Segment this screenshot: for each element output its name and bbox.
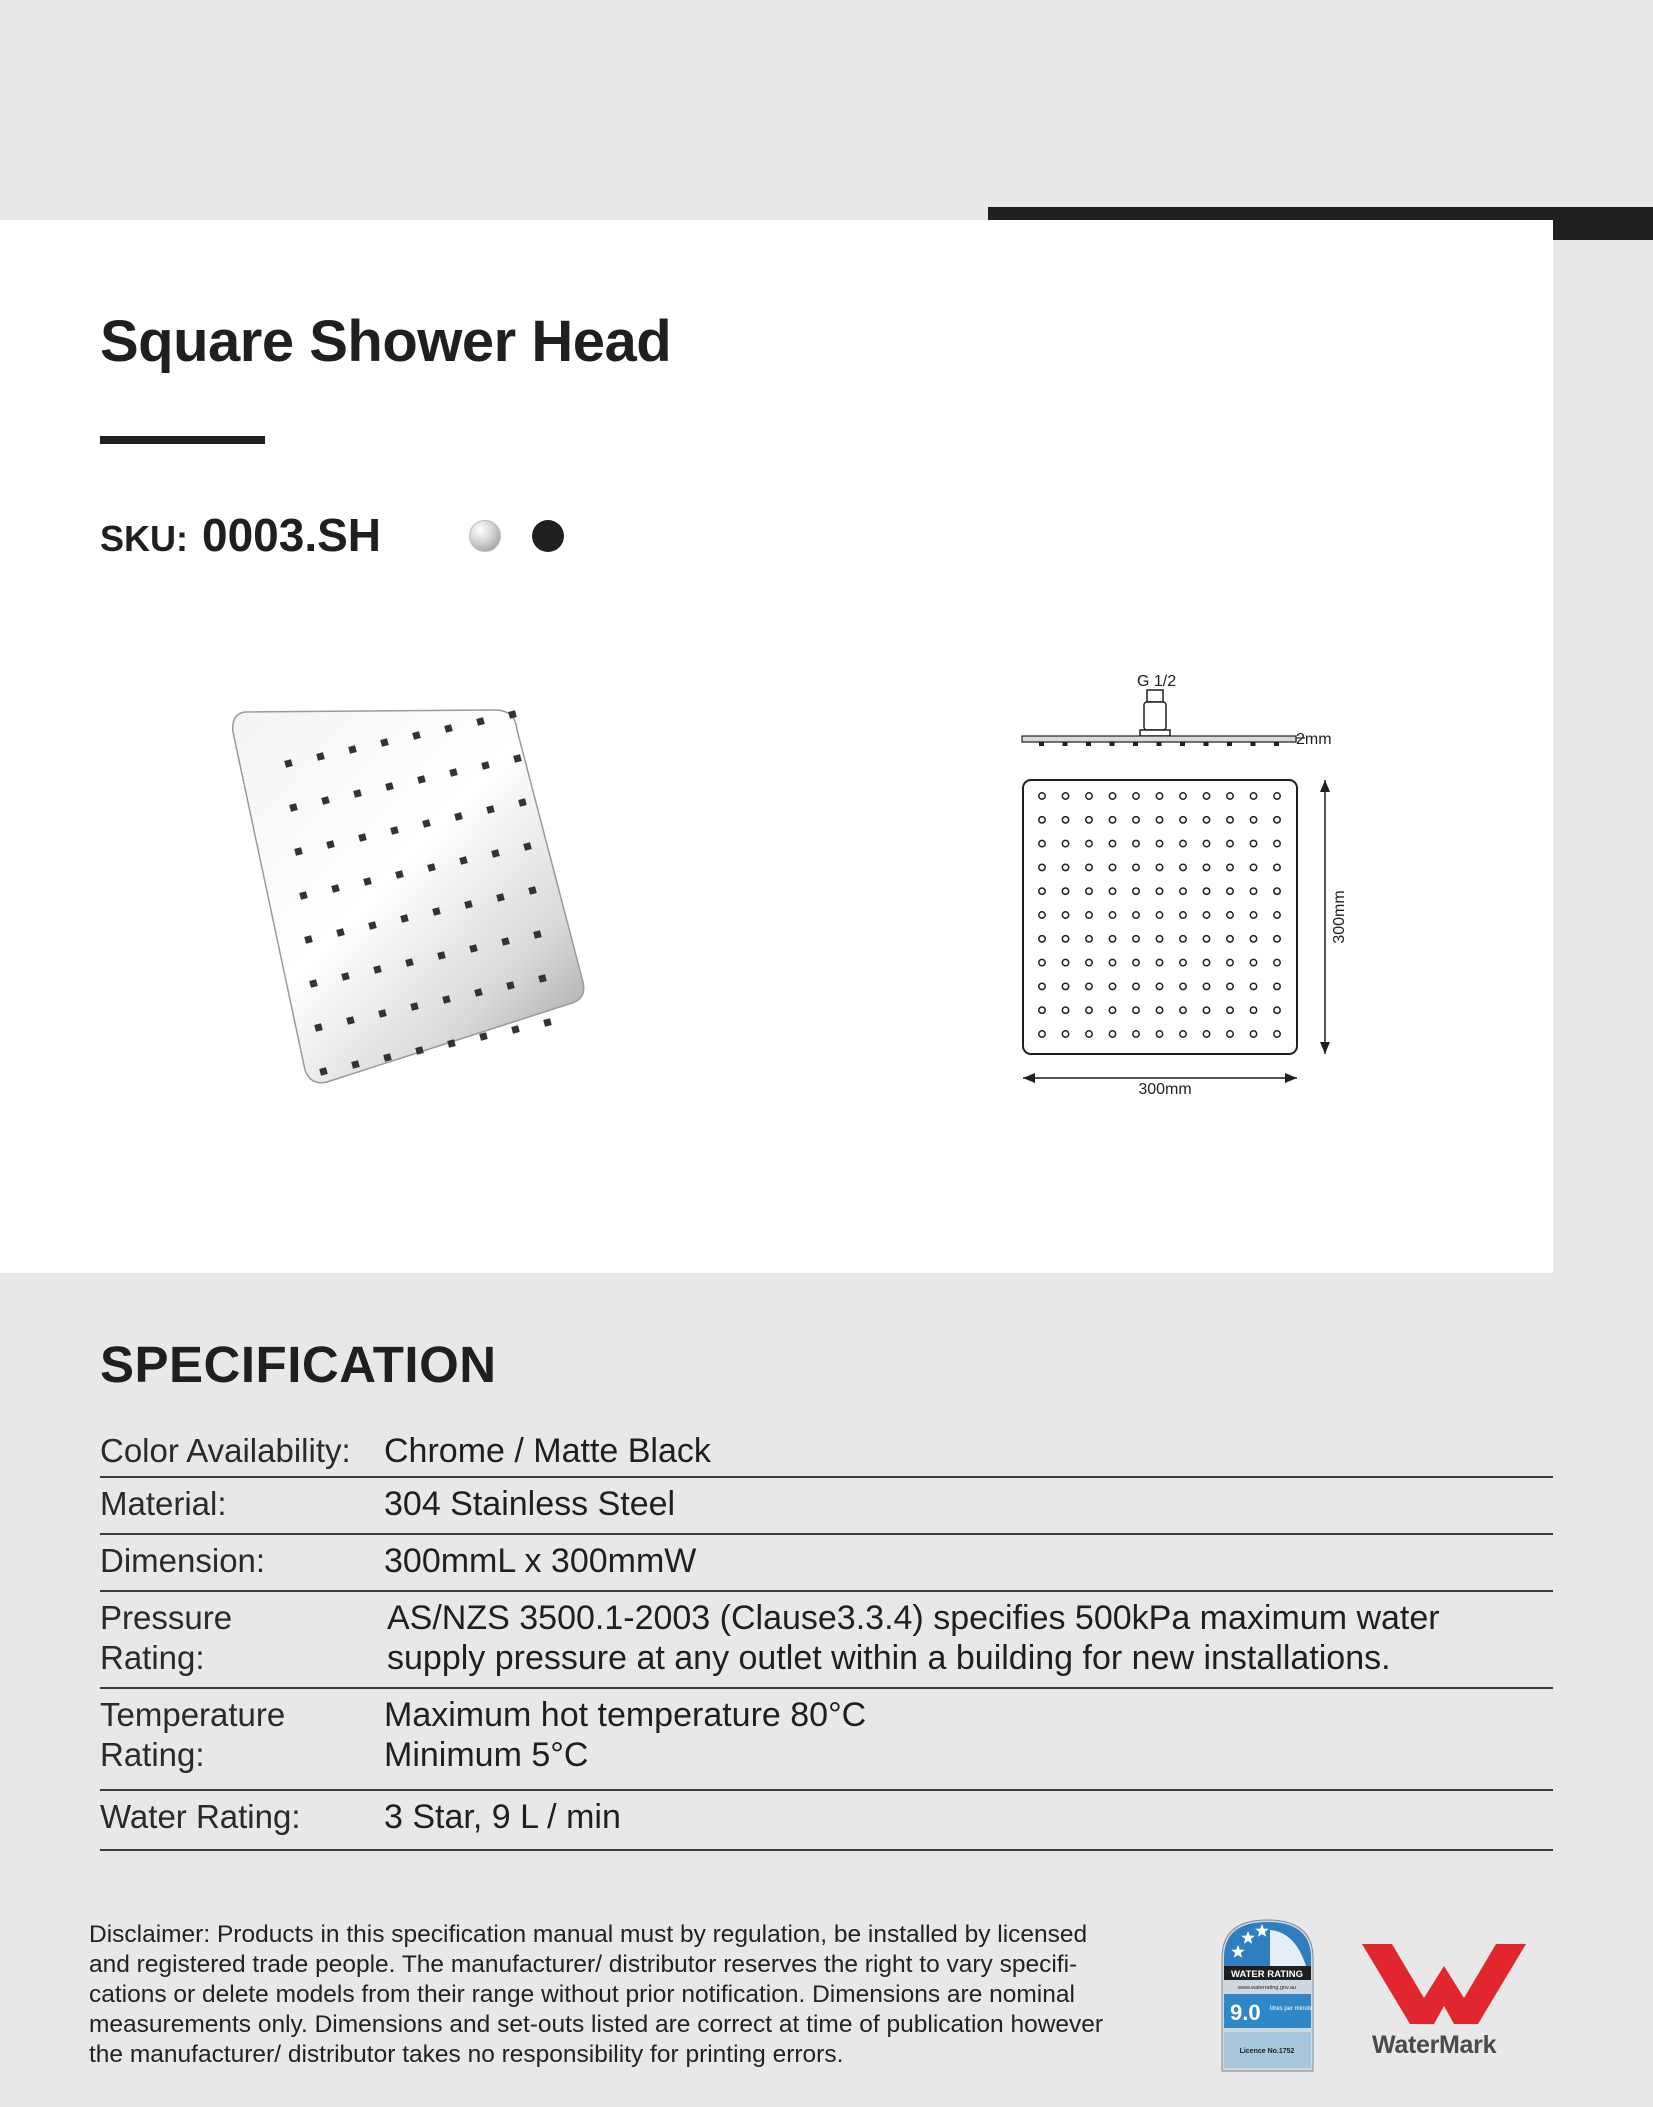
spec-row-temperature	[100, 1689, 1553, 1791]
spec-row-material	[100, 1478, 1553, 1535]
nozzle-hole	[543, 1018, 552, 1027]
nozzle-nub	[1180, 742, 1185, 746]
water-rating-licence: Licence No.1752	[1239, 2048, 1295, 2055]
technical-drawing	[1010, 660, 1350, 1100]
spec-value: AS/NZS 3500.1-2003 (Clause3.3.4) specifies 500kPa maximum water supply pressure at any outlet within a building for new installations.	[387, 1599, 1440, 1677]
spec-label: Pressure Rating:	[100, 1599, 233, 1676]
spec-label: Dimension:	[100, 1542, 266, 1579]
watermark-text: WaterMark	[1372, 2031, 1497, 2059]
spec-row-water-rating	[100, 1791, 1553, 1851]
shower-head-photo	[225, 700, 605, 1100]
nozzle-nub	[1039, 742, 1044, 746]
nozzle-nub	[1133, 742, 1138, 746]
spec-value: 3 Star, 9 L / min	[384, 1798, 621, 1836]
spec-value: 300mmL x 300mmW	[384, 1542, 697, 1580]
nozzle-nub	[1063, 742, 1068, 746]
nozzle-nub	[1251, 742, 1256, 746]
spec-row-color	[100, 1425, 1553, 1478]
title-underline	[100, 436, 265, 444]
nozzle-nub	[1274, 742, 1279, 746]
disclaimer-text: Disclaimer: Products in this specification manual must by regulation, be installed by licensed and registered trade people. The manufacturer/ distributor reserves the right to vary specifi- cations or delete models from their range without prior notification. Dimensions are nominal measurements only. Dimensions and set-outs listed are correct at time of publication however the manufacturer/ distributor takes no responsibility for printing errors.	[89, 1921, 1104, 2068]
thread-size-label: G 1/2	[1137, 673, 1177, 690]
water-rating-label	[1220, 1918, 1315, 2073]
water-rating-unit: litres per minute	[1270, 2006, 1313, 2012]
spec-row-pressure	[100, 1592, 1553, 1689]
nozzle-nub	[1227, 742, 1232, 746]
height-dimension-label: 300mm	[1331, 890, 1348, 944]
spec-label: Color Availability:	[100, 1432, 351, 1469]
spec-label: Water Rating:	[100, 1798, 301, 1835]
spec-row-dimension	[100, 1535, 1553, 1592]
spec-label: Temperature Rating:	[100, 1696, 286, 1773]
spec-value: Chrome / Matte Black	[384, 1432, 711, 1470]
matte-black-swatch	[532, 520, 564, 552]
water-rating-header: WATER RATING	[1231, 1969, 1303, 1980]
nozzle-hole	[479, 1032, 488, 1041]
nozzle-nub	[1157, 742, 1162, 746]
nozzle-hole	[511, 1025, 520, 1034]
plate-thickness-label: 2mm	[1296, 731, 1332, 748]
water-rating-site: www.waterrating.gov.au	[1238, 1985, 1296, 1991]
product-title: Square Shower Head	[100, 309, 672, 374]
nozzle-nub	[1086, 742, 1091, 746]
spec-label: Material:	[100, 1485, 227, 1522]
sku-label: SKU:	[100, 518, 188, 559]
chrome-swatch	[469, 520, 501, 552]
width-dimension-label: 300mm	[1138, 1081, 1192, 1098]
spec-value: Maximum hot temperature 80°C Minimum 5°C	[384, 1696, 867, 1774]
specification-table	[100, 1425, 1553, 1851]
nozzle-nub	[1110, 742, 1115, 746]
spec-value: 304 Stainless Steel	[384, 1485, 676, 1523]
specification-heading: SPECIFICATION	[100, 1336, 497, 1393]
sku-line	[100, 508, 381, 562]
sku-value: 0003.SH	[202, 509, 382, 561]
watermark-logo	[1362, 1940, 1527, 2025]
water-rating-value: 9.0	[1230, 2000, 1261, 2025]
nozzle-nub	[1204, 742, 1209, 746]
